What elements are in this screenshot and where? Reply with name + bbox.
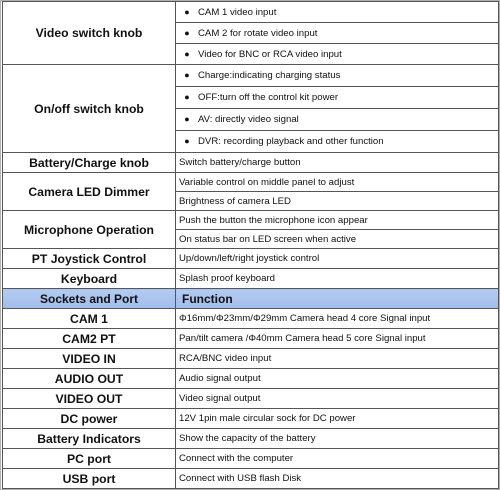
port-name: DC power xyxy=(3,409,176,429)
table-row xyxy=(3,389,499,409)
keyboard-desc: Splash proof keyboard xyxy=(176,269,499,289)
keyboard-label: Keyboard xyxy=(3,269,176,289)
table-row xyxy=(3,65,499,87)
microphone-operation-desc-2: On status bar on LED screen when active xyxy=(176,230,499,249)
bullet-icon: ● xyxy=(184,27,190,38)
bullet-icon: ● xyxy=(184,92,190,102)
list-item: ● AV: directly video signal xyxy=(176,109,499,131)
bullet-icon: ● xyxy=(184,6,190,17)
bullet-icon: ● xyxy=(184,136,190,146)
port-name: CAM2 PT xyxy=(3,329,176,349)
port-name: AUDIO OUT xyxy=(3,369,176,389)
list-item: ● Video for BNC or RCA video input xyxy=(176,44,499,65)
port-function: Connect with USB flash Disk xyxy=(176,469,499,489)
ports-header-right: Function xyxy=(176,289,499,309)
pt-joystick-control-label: PT Joystick Control xyxy=(3,249,176,269)
port-function: 12V 1pin male circular sock for DC power xyxy=(176,409,499,429)
table-row xyxy=(3,153,499,173)
port-function: Pan/tilt camera /Φ40mm Camera head 5 core Signal input xyxy=(176,329,499,349)
list-item: ● OFF:turn off the control kit power xyxy=(176,87,499,109)
camera-led-dimmer-desc-2: Brightness of camera LED xyxy=(176,192,499,211)
list-item: ● CAM 2 for rotate video input xyxy=(176,23,499,44)
camera-led-dimmer-label: Camera LED Dimmer xyxy=(3,173,176,211)
table-row xyxy=(3,211,499,230)
port-function: Show the capacity of the battery xyxy=(176,429,499,449)
table-row xyxy=(3,469,499,489)
table-row xyxy=(3,449,499,469)
port-name: Battery Indicators xyxy=(3,429,176,449)
port-function: Φ16mm/Φ23mm/Φ29mm Camera head 4 core Signal input xyxy=(176,309,499,329)
list-item: ● Charge:indicating charging status xyxy=(176,65,499,87)
video-switch-knob-label: Video switch knob xyxy=(3,2,176,65)
port-function: RCA/BNC video input xyxy=(176,349,499,369)
table-row xyxy=(3,269,499,289)
onoff-switch-knob-label: On/off switch knob xyxy=(3,65,176,153)
battery-charge-knob-label: Battery/Charge knob xyxy=(3,153,176,173)
port-name: VIDEO OUT xyxy=(3,389,176,409)
ports-header-left: Sockets and Port xyxy=(3,289,176,309)
table-row xyxy=(3,409,499,429)
table-row xyxy=(3,429,499,449)
table-row xyxy=(3,369,499,389)
battery-charge-knob-desc: Switch battery/charge button xyxy=(176,153,499,173)
port-name: USB port xyxy=(3,469,176,489)
port-function: Video signal output xyxy=(176,389,499,409)
port-name: PC port xyxy=(3,449,176,469)
microphone-operation-desc-1: Push the button the microphone icon appear xyxy=(176,211,499,230)
list-item: ● DVR: recording playback and other function xyxy=(176,131,499,153)
list-item: ● CAM 1 video input xyxy=(176,2,499,23)
port-function: Connect with the computer xyxy=(176,449,499,469)
ports-header-row xyxy=(3,289,499,309)
bullet-icon: ● xyxy=(184,114,190,124)
port-function: Audio signal output xyxy=(176,369,499,389)
port-name: CAM 1 xyxy=(3,309,176,329)
bullet-icon: ● xyxy=(184,48,190,59)
table-row xyxy=(3,173,499,192)
microphone-operation-label: Microphone Operation xyxy=(3,211,176,249)
spec-table xyxy=(2,1,499,489)
table-row xyxy=(3,309,499,329)
bullet-icon: ● xyxy=(184,70,190,80)
table-row xyxy=(3,329,499,349)
table-row xyxy=(3,349,499,369)
port-name: VIDEO IN xyxy=(3,349,176,369)
camera-led-dimmer-desc-1: Variable control on middle panel to adjust xyxy=(176,173,499,192)
pt-joystick-control-desc: Up/down/left/right joystick control xyxy=(176,249,499,269)
table-row xyxy=(3,2,499,23)
table-row xyxy=(3,249,499,269)
